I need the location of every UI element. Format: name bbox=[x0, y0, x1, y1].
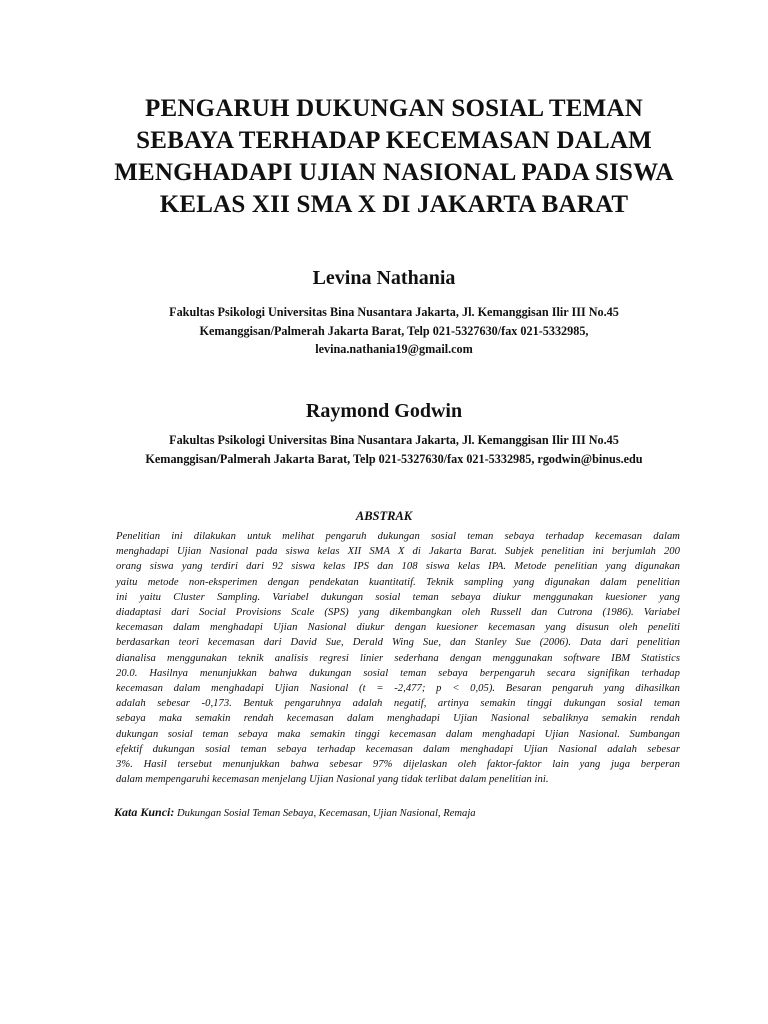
abstract-line: dukungan sosial teman sebaya maka semakin tinggi kecemasan dalam menghadapi Ujian Nasional. Sumbangan bbox=[116, 728, 680, 740]
keywords-text: Dukungan Sosial Teman Sebaya, Kecemasan, Ujian Nasional, Remaja bbox=[177, 808, 476, 819]
abstract-line: kecemasan dalam menghadapi Ujian Nasional diukur dengan kuesioner kecemasan yang disusun oleh peneliti bbox=[116, 622, 680, 634]
abstract-line: yaitu metode non-eksperimen dengan pendekatan kuantitatif. Teknik sampling yang digunakan dalam penelitian bbox=[116, 576, 680, 588]
abstract-line: berdasarkan teori kecemasan dari David Sue, Derald Wing Sue, dan Stanley Sue (2006). Data dari penelitian bbox=[116, 637, 680, 649]
abstract-line: Penelitian ini dilakukan untuk melihat pengaruh dukungan sosial teman sebaya terhadap kecemasan dalam bbox=[116, 531, 680, 542]
abstract-line: menghadapi Ujian Nasional pada siswa kelas XII SMA X di Jakarta Barat. Subjek penelitian ini berjumlah 200 bbox=[116, 546, 680, 558]
abstract-line: dianalisa menggunakan teknik analisis regresi linier sederhana dengan menggunakan software IBM Statistics bbox=[116, 652, 680, 664]
abstract-line: 20.0. Hasilnya menunjukkan bahwa dukungan sosial teman sebaya berpengaruh secara signifikan terhadap bbox=[116, 667, 680, 679]
affiliation-line: Kemanggisan/Palmerah Jakarta Barat, Telp 021-5327630/fax 021-5332985, bbox=[199, 323, 589, 338]
abstract-line: sebaya maka semakin rendah kecemasan dalam menghadapi Ujian Nasional sebaliknya semakin rendah bbox=[116, 713, 680, 725]
author-affiliation-1 bbox=[60, 303, 728, 359]
author-email-1: levina.nathania19@gmail.com bbox=[315, 342, 473, 356]
title-line: SEBAYA TERHADAP KECEMASAN DALAM bbox=[136, 127, 652, 154]
abstract-line: dalam mempengaruhi kecemasan menjelang Ujian Nasional yang tidak terlibat dalam penelitian ini. bbox=[116, 774, 549, 786]
author-name-2: Raymond Godwin bbox=[305, 400, 463, 422]
author-affiliation-2 bbox=[60, 431, 728, 468]
affiliation-line: Fakultas Psikologi Universitas Bina Nusantara Jakarta, Jl. Kemanggisan Ilir III No.45 bbox=[169, 433, 619, 447]
paper-title bbox=[90, 93, 698, 221]
abstract-line: efektif dukungan sosial teman sebaya terhadap kecemasan dalam menghadapi Ujian Nasional adalah sebesar bbox=[116, 743, 680, 755]
abstract-line: diadaptasi dari Social Provisions Scale (SPS) yang dikembangkan oleh Russell dan Cutrona (1986). Variabel bbox=[116, 607, 680, 619]
title-line: KELAS XII SMA X DI JAKARTA BARAT bbox=[159, 191, 629, 218]
abstract-line: 3%. Hasil tersebut menunjukkan bahwa sebesar 97% dijelaskan oleh faktor-faktor lain yang juga berperan bbox=[116, 759, 680, 771]
abstract-line: adalah sebesar -0,173. Bentuk pengaruhnya adalah negatif, artinya semakin tinggi dukungan sosial teman bbox=[116, 698, 680, 710]
title-line: PENGARUH DUKUNGAN SOSIAL TEMAN bbox=[145, 95, 643, 122]
author-name-1: Levina Nathania bbox=[312, 267, 456, 289]
keywords bbox=[114, 804, 694, 822]
title-line: MENGHADAPI UJIAN NASIONAL PADA SISWA bbox=[114, 159, 674, 186]
abstract-heading: ABSTRAK bbox=[355, 509, 413, 523]
affiliation-line: Fakultas Psikologi Universitas Bina Nusantara Jakarta, Jl. Kemanggisan Ilir III No.45 bbox=[169, 305, 619, 319]
keywords-label: Kata Kunci: bbox=[114, 805, 175, 819]
abstract-line: orang siswa yang terdiri dari 92 siswa kelas IPS dan 108 siswa kelas IPA. Metode penelitian yang digunakan bbox=[116, 561, 680, 573]
abstract-line: kecemasan dalam menghadapi Ujian Nasional (t = -2,477; p < 0,05). Besaran pengaruh yang dihasilkan bbox=[116, 683, 680, 695]
abstract-body bbox=[116, 529, 680, 787]
abstract-line: ini yaitu Cluster Sampling. Variabel dukungan sosial teman sebaya diukur menggunakan kuesioner yang bbox=[116, 591, 680, 603]
affiliation-line: Kemanggisan/Palmerah Jakarta Barat, Telp 021-5327630/fax 021-5332985, rgodwin@binus.edu bbox=[145, 451, 643, 466]
